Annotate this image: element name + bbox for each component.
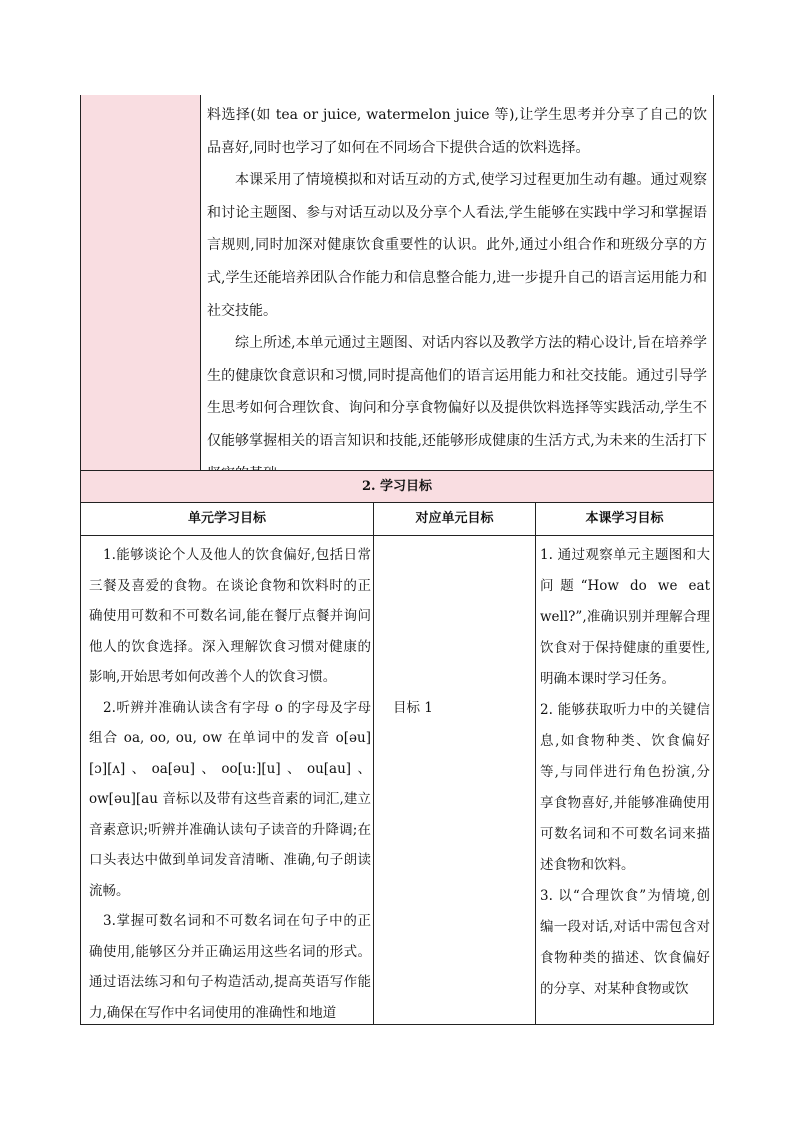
corresponding-goal-cell: 目标 1 xyxy=(393,700,433,716)
unit-goals-cell xyxy=(89,540,371,1028)
goals-header-row xyxy=(80,503,714,536)
analysis-paragraph-3: 综上所述,本单元通过主题图、对话内容以及教学方法的精心设计,旨在培养学生的健康饮食意识和习惯,同时提高他们的语言运用能力和社交技能。通过引导学生思考如何合理饮食、询问和分享食物偏好以及提供饮料选择等实践活动,学生不仅能够掌握相关的语言知识和技能,还能够形成健康的生活方式,为未来的生活打下 xyxy=(207,335,707,449)
lesson-goal-2: 2. 能够获取听力中的关键信息,如食物种类、饮食偏好等,与同伴进行角色扮演,分享食物喜好,并能够准确使用可数名词和不可数名词来描述食物和饮料。 xyxy=(540,702,710,873)
lesson-goals-cell xyxy=(540,540,710,1005)
unit-goal-2: 2.听辨并准确认读含有字母 o 的字母及字母组合 oa, oo, ou, ow 在单词中的发音 o[əu][ɔ][ʌ]、oa[əu]、oo[u:][u]、ou[au]、ow[əu][au 音标以及带有这些音素的词汇,建立音素意识;听辨并准确认读句子读音的升降调;在口头表达中做到单词发音清晰、准确,句子朗读流畅。 xyxy=(89,699,371,899)
header-lesson-goals: 本课学习目标 xyxy=(585,511,664,526)
analysis-text-cell xyxy=(201,95,714,470)
column-divider xyxy=(535,536,536,1024)
lesson-goal-3: 3. 以“合理饮食”为情境,创编一段对话,对话中需包含对食物种类的描述、饮食偏好的分享、对某种食物或饮 xyxy=(540,888,710,997)
analysis-paragraph-2: 本课采用了情境模拟和对话互动的方式,使学习过程更加生动有趣。通过观察和讨论主题图、参与对话互动以及分享个人看法,学生能够在实践中学习和掌握语言规则,同时加深对健康饮食重要性的认识。此外,通过小组合作和班级分享的方式,学生还能培养团队合作能力和信息整合能力,进一步提升自己的语言运用能力和社交技能。 xyxy=(207,172,707,319)
analysis-row xyxy=(80,95,714,470)
header-corresponding-goal: 对应单元目标 xyxy=(415,511,494,526)
column-divider xyxy=(373,536,374,1024)
header-unit-goals: 单元学习目标 xyxy=(187,511,266,526)
unit-goal-1: 1.能够谈论个人及他人的饮食偏好,包括日常三餐及喜爱的食物。在谈论食物和饮料时的正确使用可数和不可数名词,能在餐厅点餐并询问他人的饮食选择。深入理解饮食习惯对健康的影响,开始思考如何改善个人的饮食习惯。 xyxy=(89,547,371,685)
unit-goal-3: 3.掌握可数名词和不可数名词在句子中的正确使用,能够区分并正确运用这些名词的形式。通过语法练习和句子构造活动,提高英语写作能力,确保在写作中名词使用的准确性和地道 xyxy=(89,913,371,1021)
row-label-cell xyxy=(80,95,201,470)
analysis-paragraph-1: 料选择(如 tea or juice, watermelon juice 等),让学生思考并分享了自己的饮品喜好,同时也学习了如何在不同场合下提供合适的饮料选择。 xyxy=(207,107,707,156)
goals-content-row xyxy=(80,536,714,1025)
section-title-learning-goals: 2. 学习目标 xyxy=(80,470,714,503)
lesson-goal-1: 1. 通过观察单元主题图和大问题“How do we eat well?”,准确识别并理解合理饮食对于保持健康的重要性,明确本课时学习任务。 xyxy=(540,547,710,687)
